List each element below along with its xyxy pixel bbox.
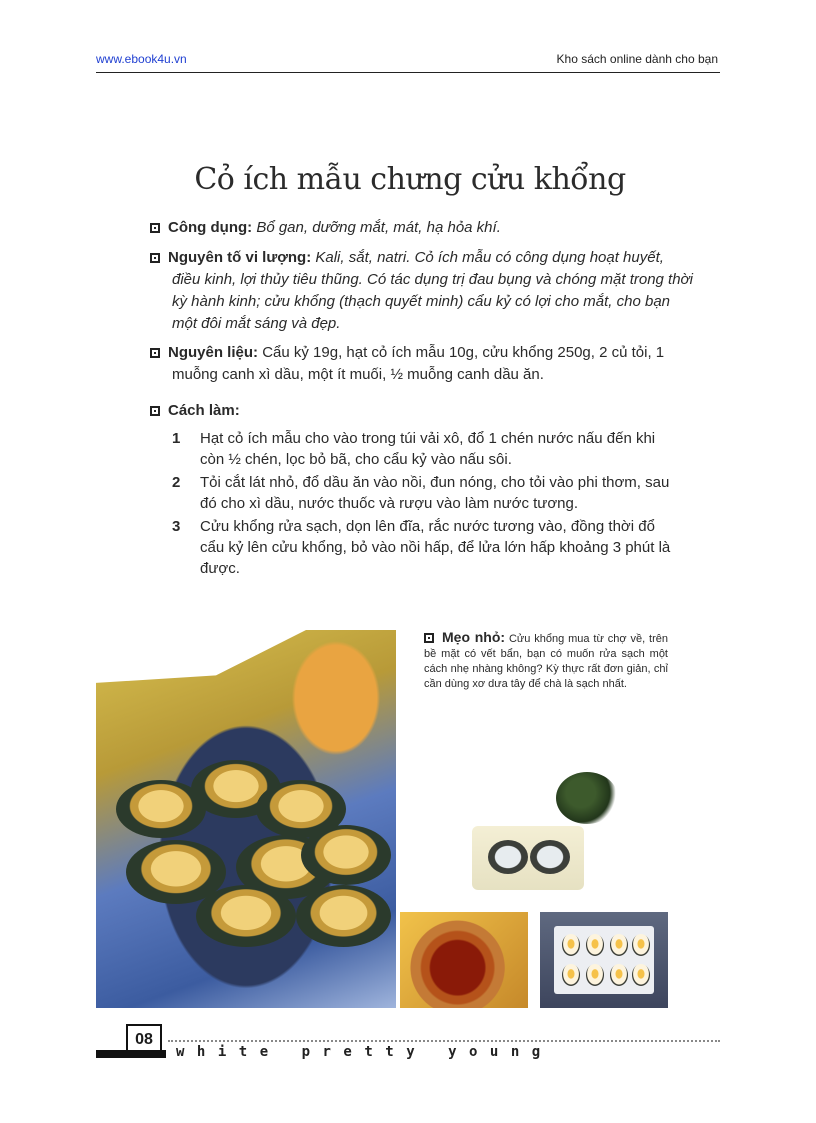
sauce-pan-photo xyxy=(400,912,528,1008)
nguyen-lieu-label: Nguyên liệu: xyxy=(168,344,259,361)
abalone-bowl-photo xyxy=(472,826,584,890)
nguyen-to-label: Nguyên tố vi lượng: xyxy=(168,249,312,266)
abalone-piece xyxy=(610,934,628,956)
steaming-tray-photo xyxy=(540,912,668,1008)
step-item xyxy=(172,472,672,514)
header-tagline: Kho sách online dành cho bạn xyxy=(556,52,718,66)
abalone-shape xyxy=(196,885,296,947)
steps-list xyxy=(172,428,672,581)
step-item xyxy=(172,516,672,579)
abalone-piece xyxy=(562,934,580,956)
footer-dotted-rule xyxy=(168,1040,720,1042)
herb-photo xyxy=(556,772,618,824)
square-bullet-icon xyxy=(150,253,160,263)
abalone-slice xyxy=(530,840,570,874)
section-nguyen-to xyxy=(150,247,694,335)
abalone-piece xyxy=(632,934,650,956)
abalone-piece xyxy=(586,964,604,986)
square-bullet-icon xyxy=(150,223,160,233)
page-number: 08 xyxy=(126,1024,162,1054)
section-cach-lam xyxy=(150,400,672,422)
tip-label: Mẹo nhỏ: xyxy=(442,629,506,645)
nguyen-to-text: Kali, sắt, natri. Cỏ ích mẫu có công dụng hoạt huyết, điều kinh, lợi thủy tiêu thũng. Có tác dụng trị đau bụng và chóng mặt trong thời kỳ hành kinh; cửu khổng (thạch quyết minh) cẩu kỷ có lợi cho mắt, cho bạn một đôi mắt sáng và đẹp. xyxy=(172,249,693,332)
abalone-shape xyxy=(296,885,391,947)
abalone-shape xyxy=(301,825,391,885)
square-bullet-icon xyxy=(150,348,160,358)
step-text: Cửu khổng rửa sạch, dọn lên đĩa, rắc nước tương vào, đồng thời đổ cẩu kỷ lên cửu khổng, bỏ vào nồi hấp, để lửa lớn hấp khoảng 3 phút là được. xyxy=(200,518,671,577)
cach-lam-label: Cách làm: xyxy=(168,402,240,419)
nguyen-lieu-text: Cẩu kỷ 19g, hạt cỏ ích mẫu 10g, cửu khổng 250g, 2 củ tỏi, 1 muỗng canh xì dầu, một ít muối, ½ muỗng canh dầu ăn. xyxy=(172,344,665,383)
section-nguyen-lieu xyxy=(150,342,694,386)
tray-plate xyxy=(554,926,654,994)
step-number: 3 xyxy=(172,518,181,535)
step-number: 2 xyxy=(172,474,181,491)
recipe-title: Cỏ ích mẫu chưng cửu khổng xyxy=(194,162,626,197)
abalone-piece xyxy=(610,964,628,986)
footer-bar xyxy=(96,1050,166,1058)
abalone-piece xyxy=(562,964,580,986)
step-item xyxy=(172,428,672,470)
cong-dung-text: Bổ gan, dưỡng mắt, mát, hạ hỏa khí. xyxy=(256,219,501,236)
abalone-piece xyxy=(586,934,604,956)
section-cong-dung xyxy=(150,217,672,239)
abalone-piece xyxy=(632,964,650,986)
square-bullet-icon xyxy=(424,633,434,643)
main-dish-photo xyxy=(96,630,396,1008)
square-bullet-icon xyxy=(150,406,160,416)
step-text: Hạt cỏ ích mẫu cho vào trong túi vải xô, đổ 1 chén nước nấu đến khi còn ½ chén, lọc bỏ bã, cho cẩu kỷ vào nấu sôi. xyxy=(200,430,656,468)
header-site-link[interactable]: www.ebook4u.vn xyxy=(96,52,187,66)
tip-box xyxy=(424,630,668,692)
header-rule xyxy=(96,72,720,73)
abalone-slice xyxy=(488,840,528,874)
step-number: 1 xyxy=(172,430,181,447)
tip-text: Cửu khổng mua từ chợ về, trên bề mặt có vết bẩn, bạn có muốn rửa sạch một cách nhẹ nhàng không? Kỳ thực rất đơn giản, chỉ cần dùng xơ dưa tây để chà là sạch nhất. xyxy=(424,633,668,690)
step-text: Tỏi cắt lát nhỏ, đổ dầu ăn vào nồi, đun nóng, cho tỏi vào phi thơm, sau đó cho xì dầu, nước thuốc và rượu vào làm nước tương. xyxy=(200,474,670,512)
cong-dung-label: Công dụng: xyxy=(168,219,253,236)
footer-tagline: white pretty young xyxy=(176,1044,553,1060)
